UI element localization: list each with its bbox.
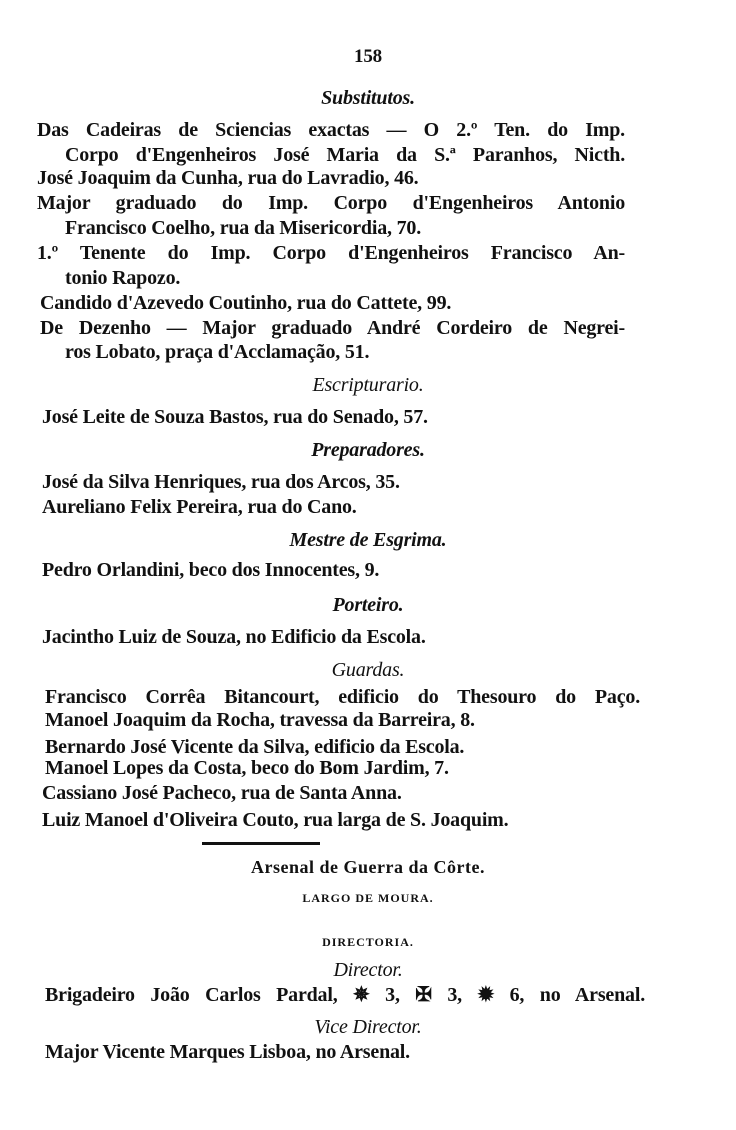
heading-porteiro: Porteiro.	[332, 594, 404, 616]
entry-line: tonio Rapozo.	[65, 267, 181, 289]
entry-line: José Leite de Souza Bastos, rua do Senado, 57.	[42, 406, 428, 428]
entry-line: ros Lobato, praça d'Acclamação, 51.	[65, 341, 370, 363]
heading-escripturario: Escripturario.	[312, 374, 424, 396]
arsenal-title: Arsenal de Guerra da Côrte.	[251, 857, 485, 877]
entry-line: Pedro Orlandini, beco dos Innocentes, 9.	[42, 559, 380, 581]
entry-line: Manoel Joaquim da Rocha, travessa da Barreira, 8.	[45, 709, 475, 731]
entry-line: José Joaquim da Cunha, rua do Lavradio, 46.	[37, 167, 419, 189]
vice-director-line: Major Vicente Marques Lisboa, no Arsenal.	[45, 1041, 410, 1063]
directoria-heading: DIRECTORIA.	[322, 935, 414, 949]
entry-line: De Dezenho — Major graduado André Cordeiro de Negrei-	[40, 317, 625, 339]
entry-line: Das Cadeiras de Sciencias exactas — O 2.º Ten. do Imp.	[37, 119, 625, 141]
entry-line: Jacintho Luiz de Souza, no Edificio da Escola.	[42, 626, 426, 648]
page-number: 158	[354, 46, 382, 67]
arsenal-address: LARGO DE MOURA.	[302, 891, 434, 905]
entry-line: Francisco Coelho, rua da Misericordia, 70.	[65, 217, 421, 239]
heading-substitutos: Substitutos.	[321, 87, 415, 109]
entry-line: Candido d'Azevedo Coutinho, rua do Cattete, 99.	[40, 292, 452, 314]
entry-line: José da Silva Henriques, rua dos Arcos, 35.	[42, 471, 400, 493]
entry-line: Luiz Manoel d'Oliveira Couto, rua larga de S. Joaquim.	[42, 809, 509, 831]
entry-line: Cassiano José Pacheco, rua de Santa Anna.	[42, 782, 402, 804]
entry-line: Francisco Corrêa Bitancourt, edificio do Thesouro do Paço.	[45, 686, 640, 708]
vice-director-heading: Vice Director.	[314, 1016, 422, 1038]
entry-line: Bernardo José Vicente da Silva, edificio da Escola.	[45, 736, 465, 758]
director-line: Brigadeiro João Carlos Pardal, ✵ 3, ✠ 3, ✹ 6, no Arsenal.	[45, 984, 645, 1006]
entry-line: Corpo d'Engenheiros José Maria da S.ª Paranhos, Nicth.	[65, 144, 625, 166]
entry-line: 1.º Tenente do Imp. Corpo d'Engenheiros Francisco An-	[37, 242, 625, 264]
heading-guardas: Guardas.	[331, 659, 405, 681]
heading-preparadores: Preparadores.	[311, 439, 425, 461]
entry-line: Aureliano Felix Pereira, rua do Cano.	[42, 496, 357, 518]
director-heading: Director.	[333, 959, 403, 981]
entry-line: Major graduado do Imp. Corpo d'Engenheiros Antonio	[37, 192, 625, 214]
section-divider	[202, 842, 320, 845]
heading-mestre-esgrima: Mestre de Esgrima.	[289, 529, 447, 551]
entry-line: Manoel Lopes da Costa, beco do Bom Jardim, 7.	[45, 757, 449, 779]
